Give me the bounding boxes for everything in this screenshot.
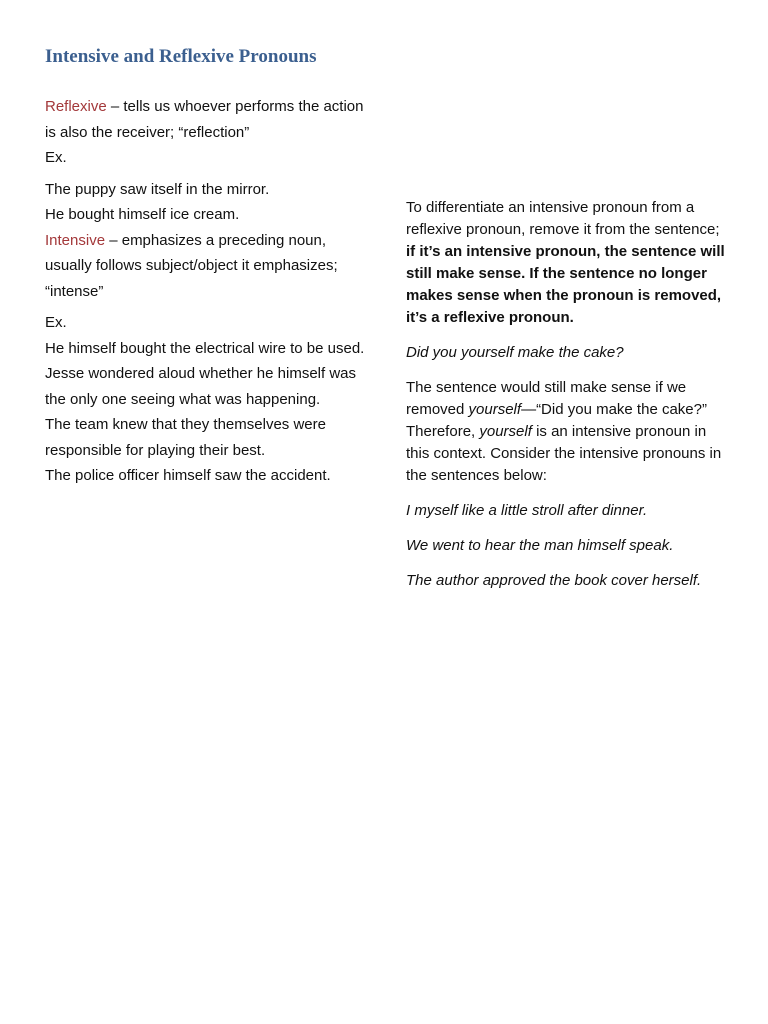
explanation-part: The sentence would still make sense if we removed (406, 379, 687, 418)
explanation-pronoun: yourself (468, 401, 522, 418)
intensive-ex-label: Ex. (45, 314, 67, 331)
differentiate-paragraph (406, 197, 731, 329)
intensive-sentence: We went to hear the man himself speak. (406, 537, 674, 554)
intensive-example: Jesse wondered aloud whether he himself was the only one seeing what was happening. (45, 365, 357, 408)
intensive-definition-text: – emphasizes a preceding noun, usually follows subject/object it emphasizes; “intense” (45, 231, 338, 300)
reflexive-term: Reflexive (45, 98, 107, 115)
explanation-pronoun: yourself (479, 423, 532, 440)
reflexive-definition-text: – tells us whoever performs the action is also the receiver; “reflection” (45, 98, 364, 141)
intensive-sentence: I myself like a little stroll after dinner. (406, 502, 648, 519)
intensive-example: The team knew that they themselves were responsible for playing their best. (45, 416, 326, 459)
page-title: Intensive and Reflexive Pronouns (45, 46, 317, 67)
intensive-example: The police officer himself saw the accident. (45, 467, 331, 484)
example-question: Did you yourself make the cake? (406, 344, 624, 361)
differentiate-intro: To differentiate an intensive pronoun from a reflexive pronoun, remove it from the sentence; (406, 199, 720, 238)
reflexive-example: He bought himself ice cream. (45, 206, 240, 223)
intensive-definition (45, 228, 365, 305)
differentiate-rule: if it’s an intensive pronoun, the sentence will still make sense. If the sentence no longer makes sense when the pronoun is removed, it’s a reflexive pronoun. (406, 243, 725, 326)
intensive-sentence: The author approved the book cover herself. (406, 572, 702, 589)
reflexive-example: The puppy saw itself in the mirror. (45, 180, 270, 198)
intensive-term: Intensive (45, 231, 106, 249)
explanation-paragraph (406, 377, 731, 487)
reflexive-definition (45, 94, 365, 145)
explanation-part: —“Did you make the cake?” Therefore, (406, 401, 707, 440)
reflexive-ex-label: Ex. (45, 149, 67, 166)
intensive-example: He himself bought the electrical wire to be used. (45, 339, 365, 357)
explanation-part: is an intensive pronoun in this context. Consider the intensive pronouns in the sentences below: (406, 423, 722, 484)
right-column (406, 197, 731, 592)
left-column (45, 94, 365, 489)
